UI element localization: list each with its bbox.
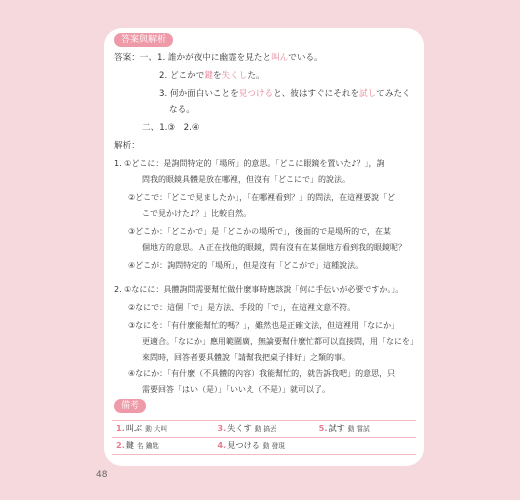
q2-answer-2: 失くし (221, 71, 248, 81)
q2-text: どこかで (169, 71, 205, 81)
vocab-pos: 動 (347, 425, 355, 433)
vocab-number: 4. (217, 440, 227, 450)
q3-answer-2: 試し (359, 89, 377, 99)
q3-answer-1: 見つける (238, 89, 274, 99)
vocab-number: 2. (116, 440, 125, 450)
q1-answer: 叫ん (271, 53, 289, 63)
section-badge: 答案與解析 (114, 33, 173, 47)
vocab-pos: 名 (137, 442, 144, 450)
page-number: 48 (96, 470, 108, 480)
vocab-item (213, 421, 314, 437)
vocab-item (112, 438, 213, 454)
explanation-label: 解析： (114, 141, 140, 151)
explanation-line: 需要回答「はい（是）」「いいえ（不是）」就可以了。 (142, 385, 330, 394)
vocab-meaning: 嘗試 (356, 425, 370, 433)
vocab-pos: 動 (254, 425, 262, 433)
explanation-line: 1. ①どこに：是詢問特定的「場所」的意思。「どこに眼鏡を置いた♪？」，詢 (114, 159, 385, 168)
vocab-word: 見つける (227, 440, 260, 450)
q3-number: 3. (159, 89, 168, 99)
q2-text-end: た。 (247, 71, 265, 81)
vocab-word: 試す (328, 423, 345, 433)
explanation-line: ②なにで：這個「で」是方法、手段的「で」，在這裡文意不符。 (128, 303, 356, 312)
vocab-pos: 動 (145, 425, 152, 433)
explanation-line: 個地方的意思。Ａ正在找他的眼鏡，問有沒有在某個地方看到我的眼鏡呢？ (142, 243, 406, 252)
vocab-item (315, 421, 416, 437)
vocab-meaning: 鑰匙 (145, 442, 159, 450)
answer-line-3-cont: なる。 (169, 105, 195, 115)
vocab-number: 1. (116, 423, 125, 433)
q3-text-mid: と、彼はすぐにそれを (273, 89, 360, 99)
content-card (104, 28, 424, 466)
explanation-line: こで見かけた♪？」比較自然。 (142, 209, 252, 218)
answer-line-3 (159, 88, 411, 100)
vocab-item (213, 438, 314, 454)
vocab-word: 失くす (227, 423, 252, 433)
vocab-pos: 動 (262, 442, 270, 450)
q2-text-mid: を (212, 71, 222, 81)
q1-text: 誰かが夜中に幽霊を見たと (167, 53, 272, 63)
vocab-row (112, 438, 416, 455)
vocab-item-empty (315, 438, 416, 454)
explanation-line: 2. ①なにに：具體詢問需要幫忙做什麼事時應該說「何に手伝いが必要ですか。」。 (114, 285, 404, 294)
answer-line-1 (114, 52, 323, 64)
explanation-line: 問我的眼鏡具體是放在哪裡，但沒有「どこにで」的說法。 (142, 175, 350, 184)
explanation-line: ④なにか：「有什麼（不具體的內容）我能幫忙的，就告訴我吧」的意思，只 (128, 369, 396, 378)
explanation-line: ②どこで：「どこで見ましたか」，「在哪裡看到？」的問法，在這裡要說「ど (128, 193, 396, 202)
explanation-line: 更適合。「なにか」應用範圍廣，無論要幫什麼忙都可以直接問，用「なにを」 (142, 337, 418, 346)
vocab-number: 5. (318, 423, 328, 433)
q3-text: 何か面白いことを (169, 89, 239, 99)
answer-label: 答案：一、 (114, 53, 157, 63)
vocab-table (112, 420, 416, 455)
q1-text-end: でいる。 (288, 53, 323, 63)
explanation-line: ③どこか：「どこかで」是「どこかの場所で」，後面的で是場所的で，在某 (128, 227, 392, 236)
vocab-meaning: 搞丟 (263, 425, 277, 433)
answer-part-2: 二、1.③ 2.④ (142, 123, 200, 133)
q2-answer-1: 鍵 (204, 71, 213, 81)
explanation-line: ④どこが：詢問特定的「場所」，但是沒有「どこがで」這種說法。 (128, 261, 364, 270)
q2-number: 2. (159, 71, 168, 81)
explanation-line: ③なにを：「有什麼能幫忙的嗎？」，雖然也是正確文法，但這裡用「なにか」 (128, 321, 400, 330)
vocab-word: 叫ぶ (125, 423, 143, 433)
notes-badge: 備考 (114, 399, 146, 413)
vocab-number: 3. (217, 423, 227, 433)
q1-number: 1. (156, 53, 166, 63)
vocab-item (112, 421, 213, 437)
vocab-row (112, 420, 416, 438)
vocab-meaning: 發現 (271, 442, 285, 450)
vocab-word: 鍵 (125, 440, 135, 450)
q3-text-end: てみたく (376, 89, 411, 99)
answer-line-2 (159, 70, 265, 82)
explanation-line: 來問時，回答者要具體說「請幫我把桌子排好」之類的事。 (142, 353, 350, 362)
vocab-meaning: 大叫 (153, 425, 168, 433)
